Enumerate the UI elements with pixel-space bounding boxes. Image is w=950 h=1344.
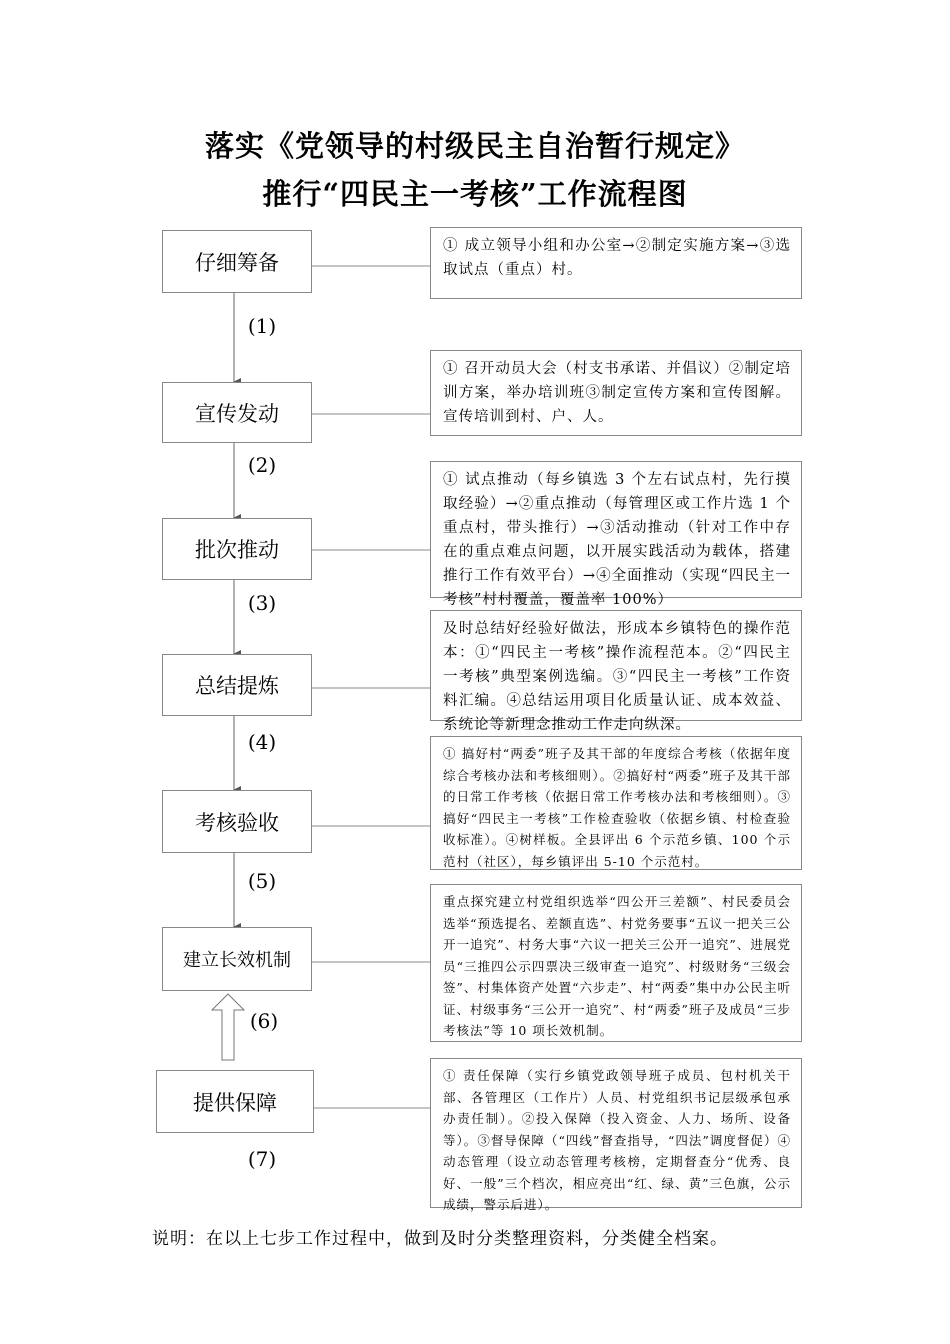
note-box-3: ① 试点推动（每乡镇选 3 个左右试点村，先行摸取经验）→②重点推动（每管理区或工作片选 1 个重点村，带头推行）→③活动推动（针对工作中存在的重点难点问题，以开展实践活动为载体，搭建推行工作有效平台）→④全面推动（实现“四民主一考核”村村覆盖，覆盖率 100%） xyxy=(430,461,802,598)
footnote: 说明：在以上七步工作过程中，做到及时分类整理资料，分类健全档案。 xyxy=(152,1229,728,1249)
step-box-6: 建立长效机制 xyxy=(162,927,312,991)
step-number-6: (6) xyxy=(249,1009,279,1033)
note-box-5: ① 搞好村“两委”班子及其干部的年度综合考核（依据年度综合考核办法和考核细则）。②搞好村“两委”班子及其干部的日常工作考核（依据日常工作考核办法和考核细则）。③搞好“四民主一考核”工作检查验收（依据乡镇、村检查验收标准）。④树样板。全县评出 6 个示范乡镇、100 个示范村（社区），每乡镇评出 5-10 个示范村。 xyxy=(430,736,802,870)
step-number-5: (5) xyxy=(247,869,277,893)
step-number-2: (2) xyxy=(247,453,277,477)
step-box-5: 考核验收 xyxy=(162,790,312,853)
step-number-7: (7) xyxy=(247,1147,277,1171)
title-line-2: 推行“四民主一考核”工作流程图 xyxy=(262,177,688,211)
step-number-1: (1) xyxy=(247,314,277,338)
step-box-4: 总结提炼 xyxy=(162,654,312,716)
note-box-2: ① 召开动员大会（村支书承诺、并倡议）②制定培训方案，举办培训班③制定宣传方案和宣传图解。宣传培训到村、户、人。 xyxy=(430,350,802,436)
step-box-2: 宣传发动 xyxy=(162,382,312,443)
step-box-3: 批次推动 xyxy=(162,518,312,580)
note-box-1: ① 成立领导小组和办公室→②制定实施方案→③选取试点（重点）村。 xyxy=(430,227,802,299)
note-box-7: ① 责任保障（实行乡镇党政领导班子成员、包村机关干部、各管理区（工作片）人员、村党组织书记层级承包承办责任制）。②投入保障（投入资金、人力、场所、设备等）。③督导保障（“四线”督查指导，“四法”调度督促）④动态管理（设立动态管理考核榜，定期督查分“优秀、良好、一般”三个档次，相应亮出“红、绿、黄”三色旗，公示成绩，警示后进）。 xyxy=(430,1058,802,1208)
note-box-4: 及时总结好经验好做法，形成本乡镇特色的操作范本：①“四民主一考核”操作流程范本。②“四民主一考核”典型案例选编。③“四民主一考核”工作资料汇编。④总结运用项目化质量认证、成本效益、系统论等新理念推动工作走向纵深。 xyxy=(430,610,802,721)
step-number-3: (3) xyxy=(247,591,277,615)
step-box-7: 提供保障 xyxy=(156,1070,314,1133)
note-box-6: 重点探究建立村党组织选举“四公开三差额”、村民委员会选举“预选提名、差额直选”、村党务要事“五议一把关三公开一追究”、村务大事“六议一把关三公开一追究”、进展党员“三推四公示四票决三级审查一追究”、村级财务“三级会签”、村集体资产处置“六步走”、村“两委”集中办公民主听证、村级事务“三公开一追究”、村“两委”班子及成员“三步考核法”等 10 项长效机制。 xyxy=(430,884,802,1042)
step-box-1: 仔细筹备 xyxy=(162,230,312,293)
hollow-up-arrow xyxy=(212,994,244,1060)
step-number-4: (4) xyxy=(247,730,277,754)
title-line-1: 落实《党领导的村级民主自治暂行规定》 xyxy=(204,129,745,163)
